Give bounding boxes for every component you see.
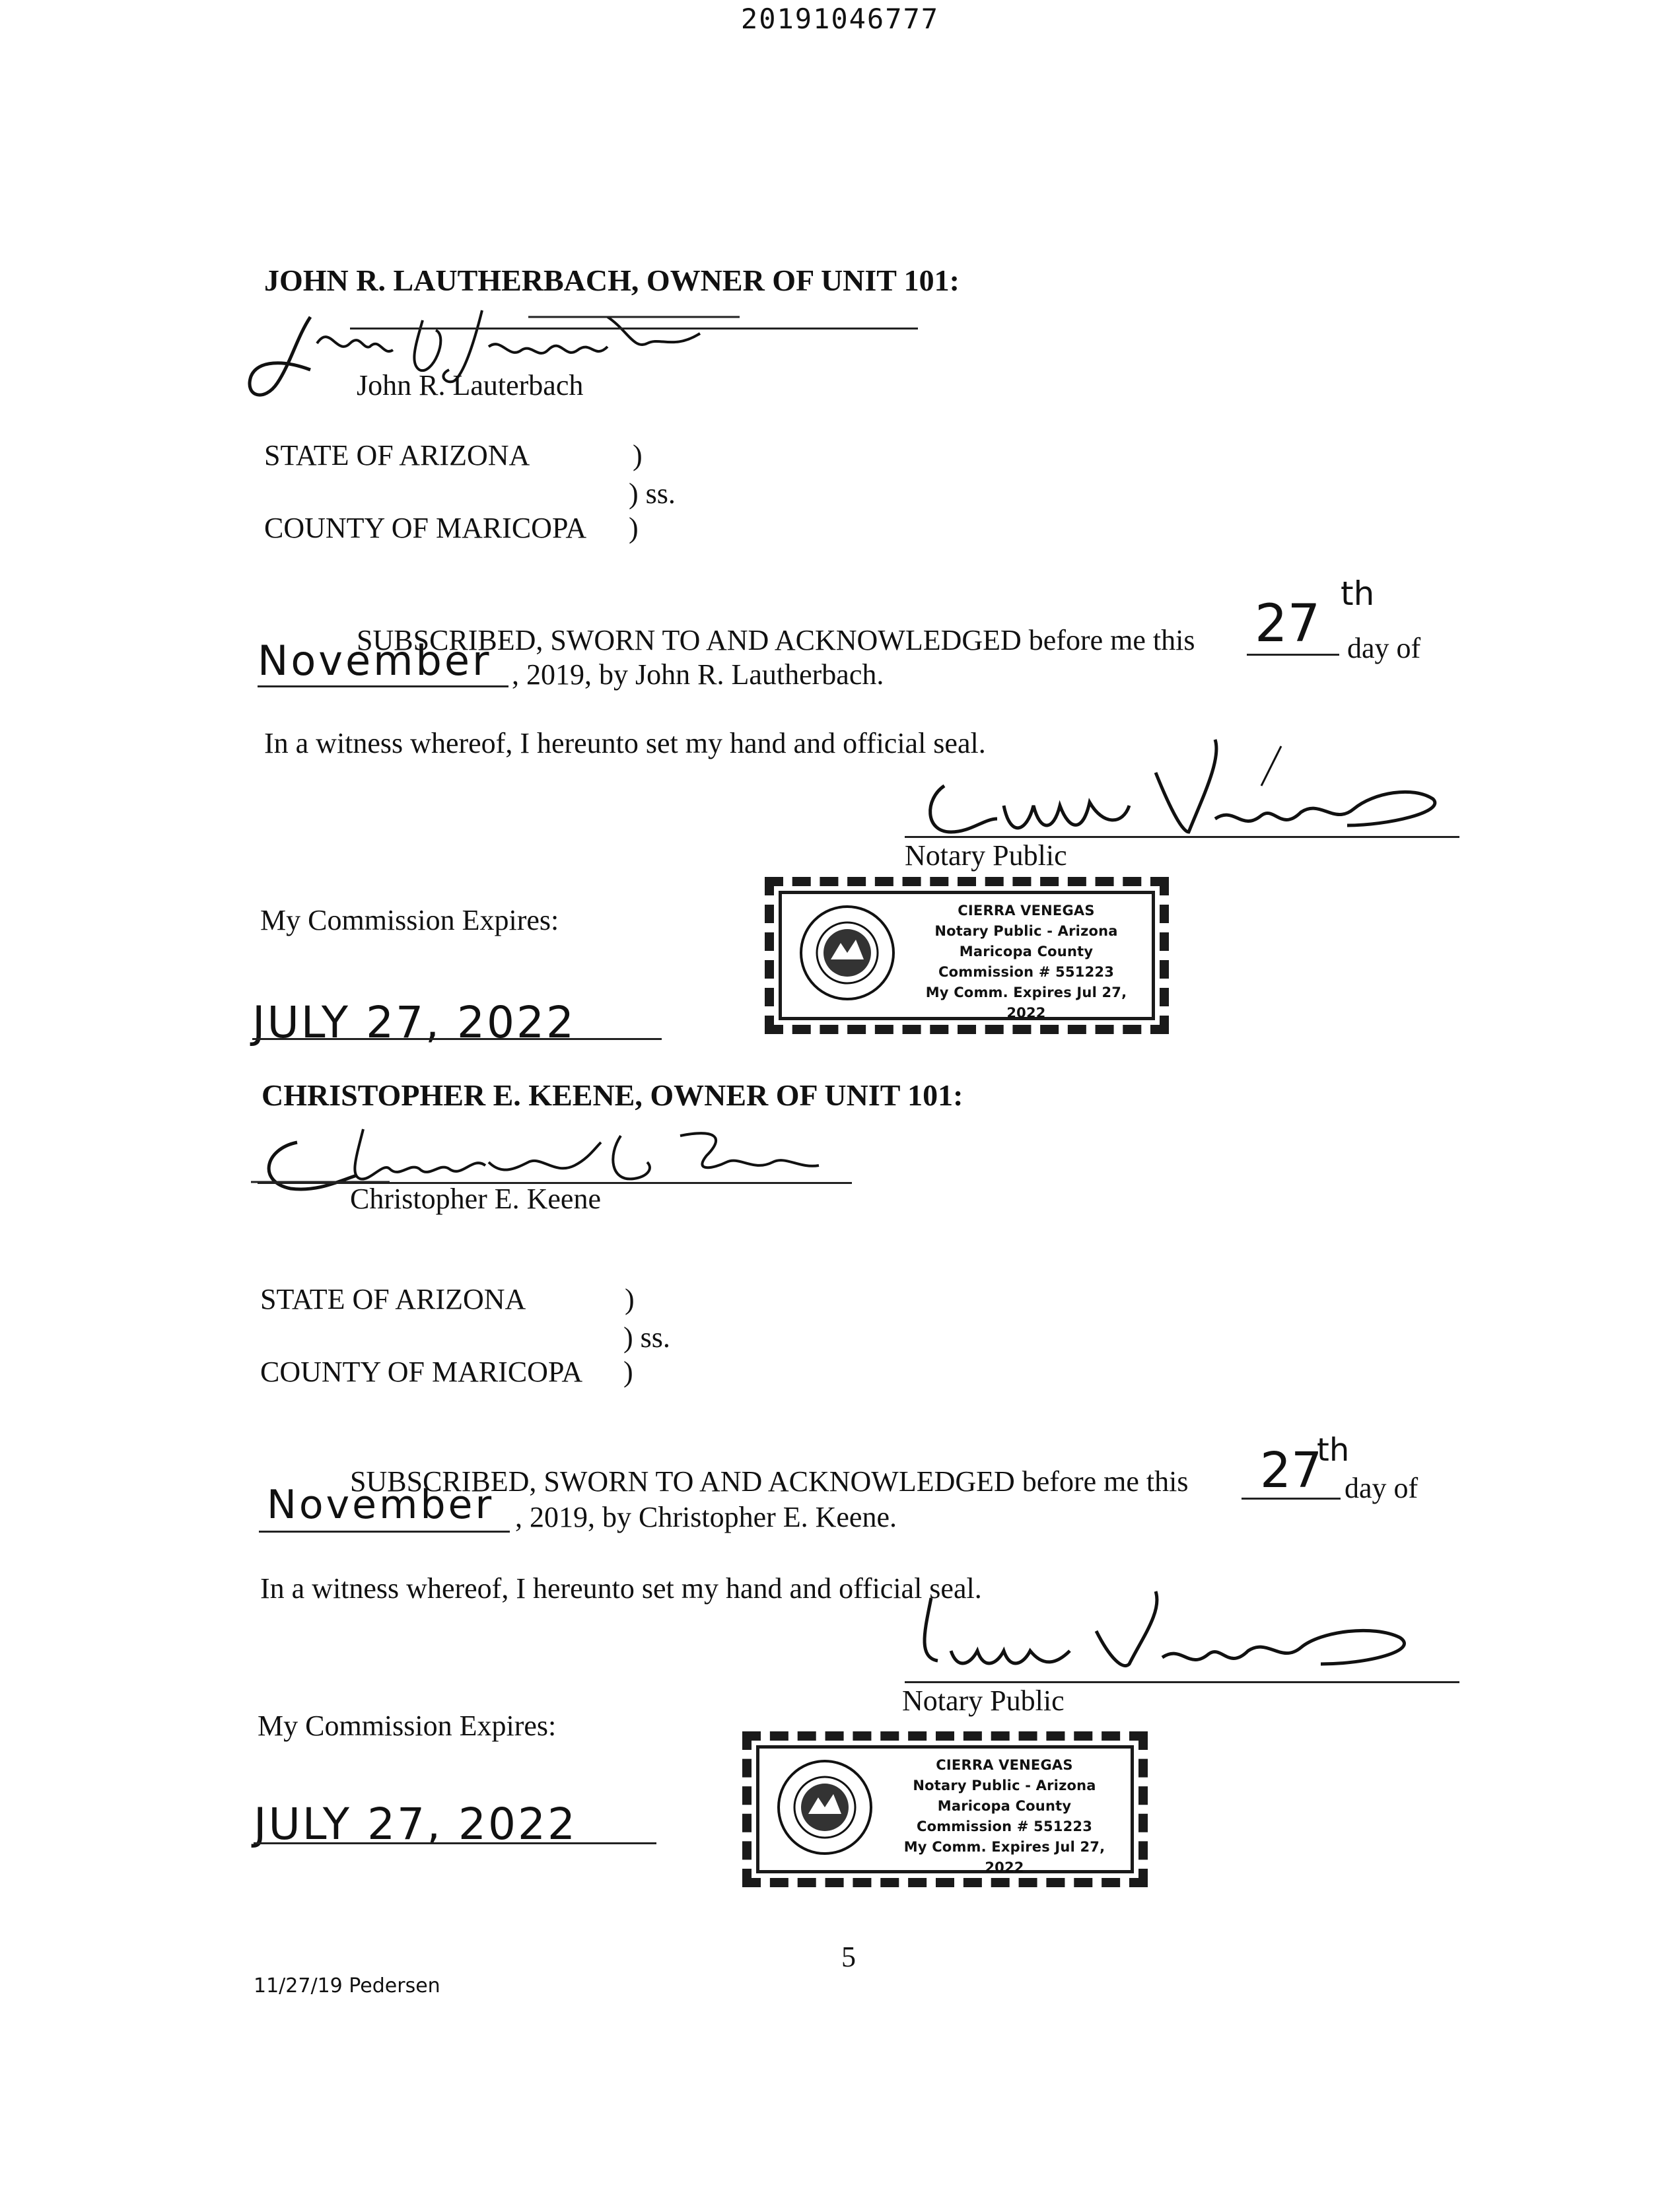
county-line-2: COUNTY OF MARICOPA xyxy=(260,1356,583,1388)
state-line-2: STATE OF ARIZONA xyxy=(260,1283,526,1315)
day-value-2: 27 xyxy=(1260,1442,1323,1499)
seal-line-1: CIERRA VENEGAS xyxy=(958,903,1095,919)
seal-line-4: Commission # 551223 xyxy=(938,964,1115,980)
notary-label-1: Notary Public xyxy=(905,839,1067,872)
month-line-2 xyxy=(259,1531,510,1533)
subscribed-text-2: SUBSCRIBED, SWORN TO AND ACKNOWLEDGED before me this xyxy=(350,1465,1189,1498)
paren-state-1: ) xyxy=(633,439,643,471)
page-number: 5 xyxy=(841,1941,856,1973)
month-line-1 xyxy=(258,685,508,687)
paren-county-2: ) xyxy=(623,1356,633,1388)
john-signature-line xyxy=(350,328,918,330)
commission-date-2: JULY 27, 2022 xyxy=(254,1799,577,1850)
signer-name-2: Christopher E. Keene xyxy=(350,1183,601,1215)
notary-label-2: Notary Public xyxy=(902,1684,1065,1717)
year-tail-2: , 2019, by Christopher E. Keene. xyxy=(515,1501,897,1533)
month-value-2: November xyxy=(267,1482,495,1528)
seal-line-2: Notary Public - Arizona xyxy=(934,923,1118,939)
day-suffix-2: th xyxy=(1317,1432,1350,1469)
county-line-1: COUNTY OF MARICOPA xyxy=(264,512,587,544)
recording-number: 20191046777 xyxy=(740,3,940,35)
commission-label-1: My Commission Expires: xyxy=(260,904,559,936)
day-of-2: day of xyxy=(1345,1472,1418,1504)
year-tail-1: , 2019, by John R. Lautherbach. xyxy=(512,658,884,691)
day-line-1 xyxy=(1247,654,1339,656)
day-suffix-1: th xyxy=(1341,574,1375,613)
commission-line-2 xyxy=(254,1842,656,1844)
state-line-1: STATE OF ARIZONA xyxy=(264,439,530,471)
commission-date-1: JULY 27, 2022 xyxy=(252,997,576,1048)
ss-1: ) ss. xyxy=(629,477,676,510)
state-seal-emblem-icon xyxy=(798,903,897,1002)
seal-line-5: My Comm. Expires Jul 27, 2022 xyxy=(925,985,1127,1021)
signer-name-1: John R. Lauterbach xyxy=(357,369,584,401)
subscribed-text-1: SUBSCRIBED, SWORN TO AND ACKNOWLEDGED before me this xyxy=(357,624,1195,656)
seal-line-4: Commission # 551223 xyxy=(916,1819,1093,1834)
witness-text-2: In a witness whereof, I hereunto set my hand and official seal. xyxy=(260,1572,982,1605)
ss-2: ) ss. xyxy=(623,1321,670,1354)
notary-seal-1 xyxy=(765,877,1169,1034)
doc-footer-note: 11/27/19 Pedersen xyxy=(254,1974,440,1997)
paren-county-1: ) xyxy=(629,512,639,544)
witness-text-1: In a witness whereof, I hereunto set my hand and official seal. xyxy=(264,727,986,759)
notary-seal-2 xyxy=(742,1731,1148,1887)
commission-label-2: My Commission Expires: xyxy=(258,1710,557,1742)
day-value-1: 27 xyxy=(1255,594,1321,654)
day-of-1: day of xyxy=(1347,632,1421,664)
owner-heading-2: CHRISTOPHER E. KEENE, OWNER OF UNIT 101: xyxy=(262,1078,963,1112)
notary-signature-line-2 xyxy=(905,1681,1459,1683)
seal-line-3: Maricopa County xyxy=(937,1798,1072,1814)
seal-line-2: Notary Public - Arizona xyxy=(913,1778,1096,1793)
day-line-2 xyxy=(1242,1498,1341,1500)
commission-line-1 xyxy=(252,1038,662,1040)
month-value-1: November xyxy=(258,637,492,685)
state-seal-emblem-icon xyxy=(775,1758,874,1857)
owner-heading-1: JOHN R. LAUTHERBACH, OWNER OF UNIT 101: xyxy=(264,263,960,297)
notary-signature-line-1 xyxy=(905,836,1459,838)
seal-line-1: CIERRA VENEGAS xyxy=(936,1757,1073,1773)
paren-state-2: ) xyxy=(625,1283,635,1315)
seal-line-5: My Comm. Expires Jul 27, 2022 xyxy=(903,1839,1105,1875)
seal-line-3: Maricopa County xyxy=(959,944,1094,959)
